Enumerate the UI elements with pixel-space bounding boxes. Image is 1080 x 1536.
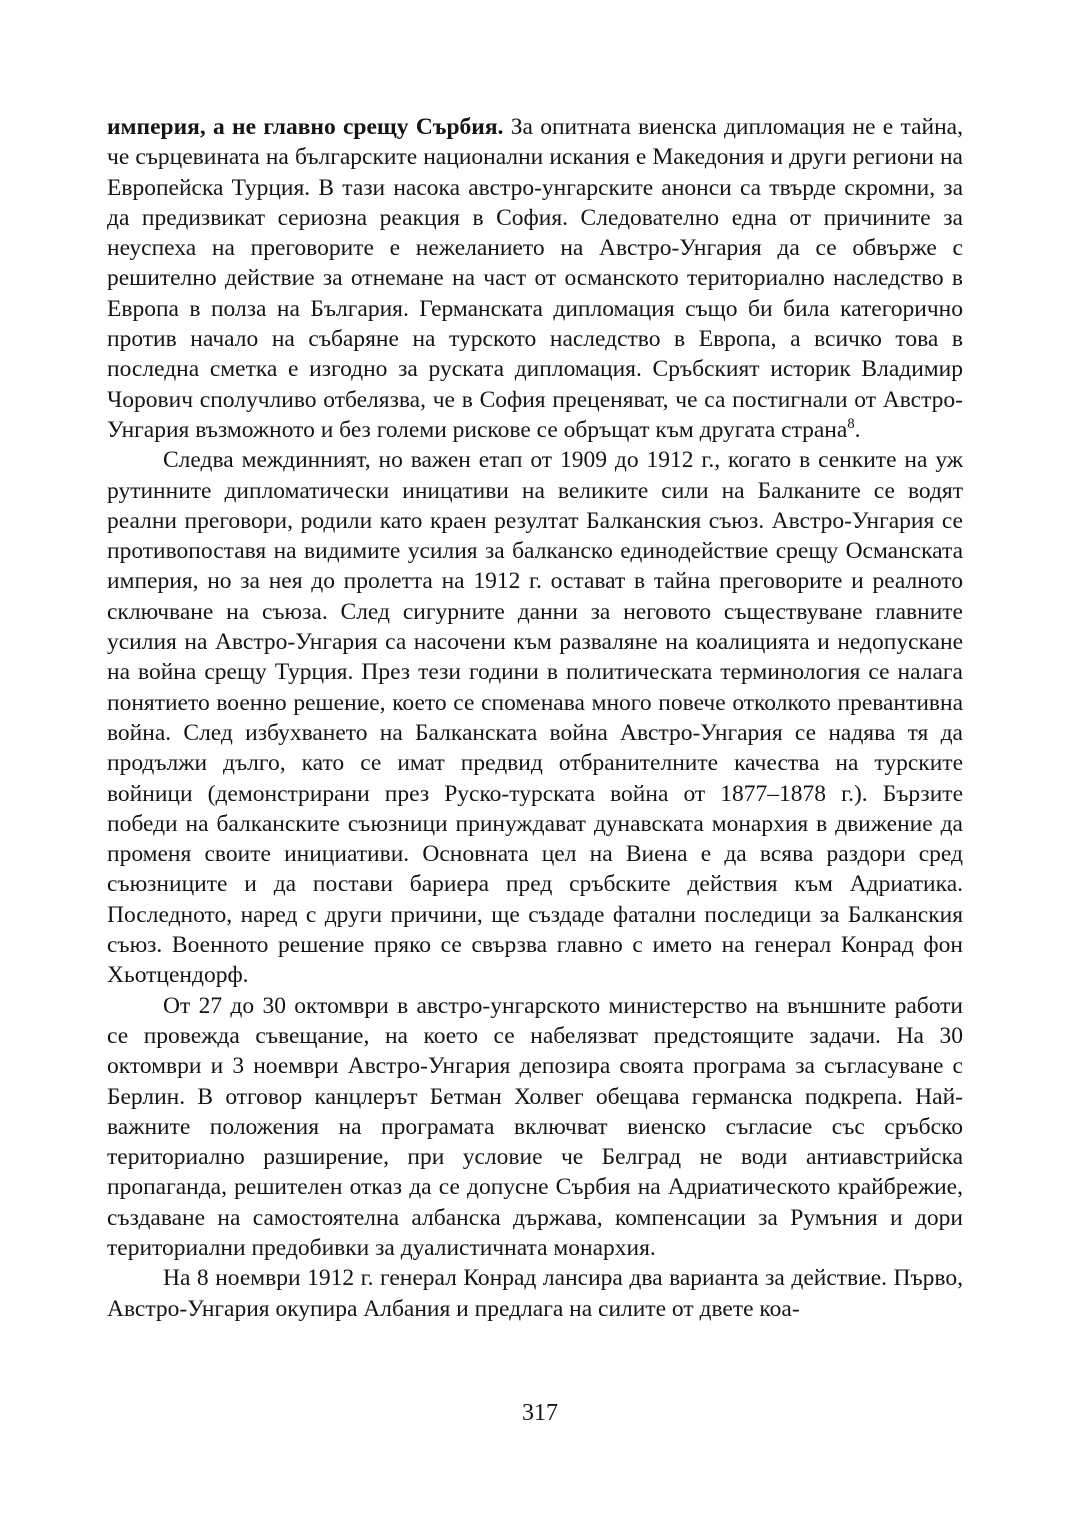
page-text-block bbox=[107, 112, 963, 1324]
paragraph-1 bbox=[107, 112, 963, 445]
paragraph-2-text: Следва междинният, но важен етап от 1909 до 1912 г., когато в сенките на уж рутинните дипломатически иницативи на великите сили на Балканите се водят реални преговори, родили като краен резултат Балканския съюз. Австро-Унгария се противопоставя на видимите усилия за балканско единодействие срещу Османската империя, но за нея до пролетта на 1912 г. остават в тайна преговорите и реалното сключване на съюза. След сигурните данни за неговото съществуване главните усилия на Австро-Унгария са насочени към разваляне на коалицията и недопускане на война срещу Турция. През тези години в политическата терминология се налага понятието военно решение, което се споменава много повече отколкото превантивна война. След избухването на Балканската война Австро-Унгария се надява тя да продължи дълго, като се имат предвид отбранителните качества на турските войници (демонстрирани през Руско-турската война от 1877–1878 г.). Бързите победи на балканските съюзници принуждават дунавската монархия в движение да променя своите инициативи. Основната цел на Виена е да всява раздори сред съюзниците и да постави бариера пред сръбските действия към Адриатика. Последното, наред с други причини, ще създаде фатални последици за Балканския съюз. Военното решение пряко се свързва главно с името на генерал Конрад фон Хьотцендорф. bbox=[107, 447, 963, 989]
paragraph-3-text: От 27 до 30 октомври в австро-унгарското министерство на външните работи се провежда съвещание, на което се набелязват предстоящите задачи. На 30 октомври и 3 ноември Австро-Унгария депозира своята програма за съгласуване с Берлин. В отговор канцлерът Бетман Холвег обещава германска подкрепа. Най-важните положения на програмата включват виенско съгласие със сръбско териториално разширение, при условие че Белград не води антиавстрийска пропаганда, решителен отказ да се допусне Сърбия на Адриатическото крайбрежие, създаване на самостоятелна албанска държава, компенсации за Румъния и дори териториални предобивки за дуалистичната монархия. bbox=[107, 992, 963, 1261]
footnote-reference-8: 8 bbox=[847, 416, 855, 433]
bold-lead-text: империя, а не главно срещу Сърбия. bbox=[107, 114, 504, 140]
paragraph-1-text: За опитната виенска дипломация не е тайна, че сърцевината на българските национални искания е Македония и други региони на Европейска Турция. В тази насока австро-унгарските анонси са твърде скромни, за да предизвикат сериозна реакция в София. Следователно една от причините за неуспеха на преговорите е нежеланието на Австро-Унгария да се обвърже с решително действие за отнемане на част от османското териториално наследство в Европа в полза на България. Германската дипломация също би била категорично против начало на събаряне на турското наследство в Европа, а всичко това в последна сметка е изгодно за руската дипломация. Сръбският историк Владимир Чорович сполучливо отбелязва, че в София преценяват, че са постигнали от Австро-Унгария възможното и без големи рискове се обръщат към другата страна bbox=[107, 114, 963, 443]
paragraph-1-end-punctuation: . bbox=[854, 416, 861, 443]
paragraph-4-text: На 8 ноември 1912 г. генерал Конрад лансира два варианта за действие. Първо, Австро-Унгария окупира Албания и предлага на силите от двете коа- bbox=[107, 1265, 963, 1322]
paragraph-3 bbox=[107, 991, 963, 1264]
page-number: 317 bbox=[522, 1400, 558, 1426]
paragraph-2 bbox=[107, 445, 963, 990]
paragraph-4 bbox=[107, 1263, 963, 1324]
